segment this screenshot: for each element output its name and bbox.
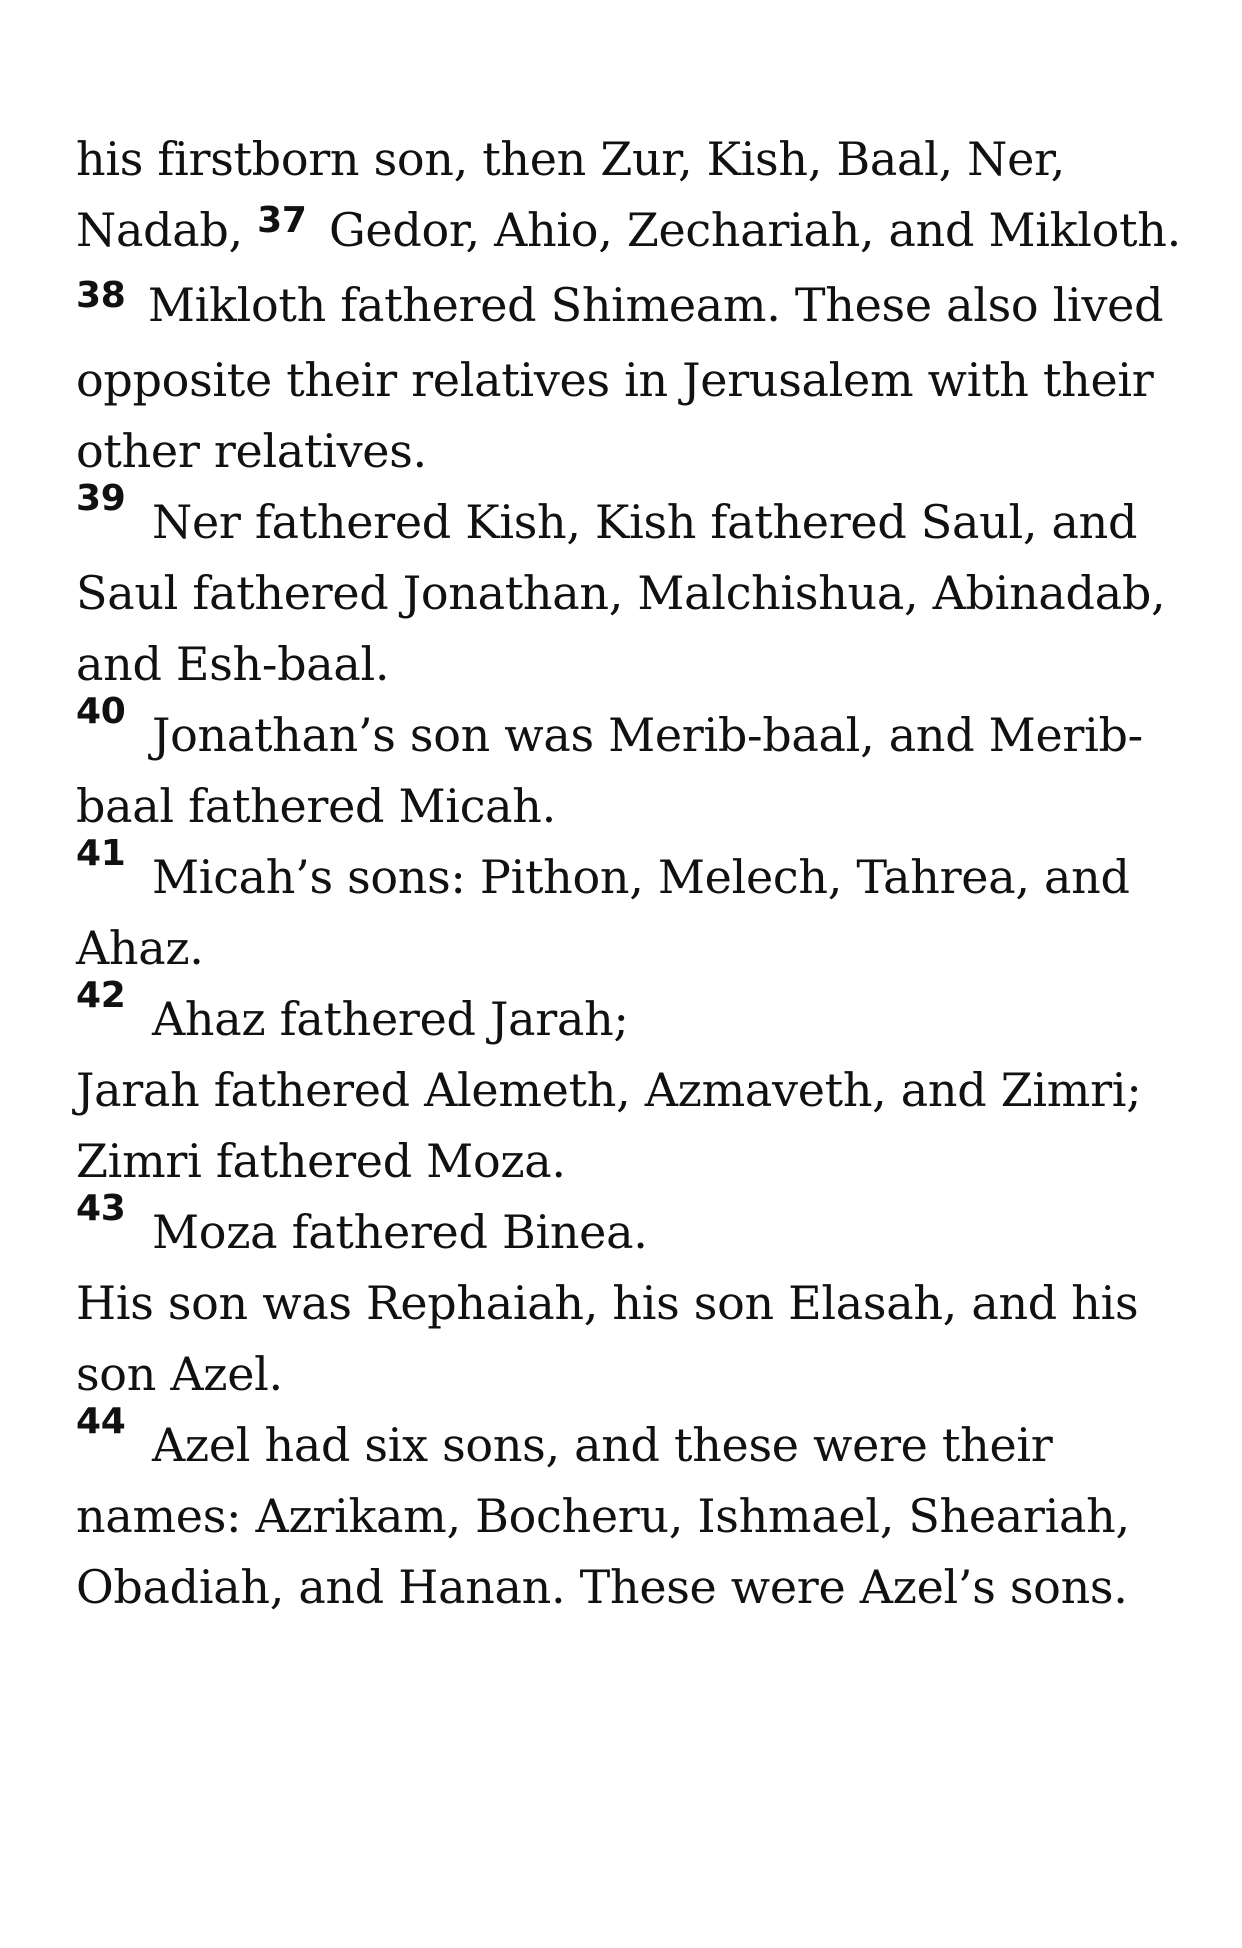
- verse-42-line-1: Ahaz fathered Jarah;: [152, 992, 629, 1046]
- verse-40-text: Jonathan’s son was Merib-baal, and Merib-baal fathered Micah.: [76, 708, 1143, 833]
- paragraph-text: Mikloth fathered Shimeam. These also lived opposite their relatives in Jerusalem with their other relatives.: [76, 278, 1164, 478]
- paragraph-36-38: [76, 124, 1206, 487]
- verse-number-38: 38: [76, 275, 126, 316]
- verse-number-37: 37: [257, 200, 307, 241]
- verse-41: 41 Micah’s sons: Pithon, Melech, Tahrea, and Ahaz.: [76, 842, 1206, 984]
- verse-39: 39 Ner fathered Kish, Kish fathered Saul, and Saul fathered Jonathan, Malchishua, Abinadab, and Esh-baal.: [76, 487, 1206, 700]
- verse-43-line-1: Moza fathered Binea.: [152, 1205, 648, 1259]
- verse-44: 44 Azel had six sons, and these were their names: Azrikam, Bocheru, Ishmael, Sheariah, Obadiah, and Hanan. These were Azel’s sons.: [76, 1410, 1206, 1623]
- verse-42-line-3: Zimri fathered Moza.: [76, 1134, 566, 1188]
- verse-43: 43 Moza fathered Binea. His son was Rephaiah, his son Elasah, and his son Azel.: [76, 1197, 1206, 1410]
- verse-40: 40 Jonathan’s son was Merib-baal, and Merib-baal fathered Micah.: [76, 700, 1206, 842]
- verse-42-line-2: Jarah fathered Alemeth, Azmaveth, and Zimri;: [76, 1063, 1142, 1117]
- paragraph-text: his firstborn son, then Zur, Kish, Baal, Ner, Nadab,: [76, 132, 1065, 257]
- verse-44-text: Azel had six sons, and these were their names: Azrikam, Bocheru, Ishmael, Sheariah, Obadiah, and Hanan. These were Azel’s sons.: [76, 1418, 1130, 1614]
- verse-39-text: Ner fathered Kish, Kish fathered Saul, and Saul fathered Jonathan, Malchishua, Abinadab, and Esh-baal.: [76, 495, 1166, 691]
- verse-41-text: Micah’s sons: Pithon, Melech, Tahrea, and Ahaz.: [76, 850, 1130, 975]
- verse-42: 42 Ahaz fathered Jarah; Jarah fathered Alemeth, Azmaveth, and Zimri; Zimri fathered Moza.: [76, 984, 1206, 1197]
- verse-43-line-2: His son was Rephaiah, his son Elasah, and his son Azel.: [76, 1276, 1139, 1401]
- paragraph-text: Gedor, Ahio, Zechariah, and Mikloth.: [314, 203, 1181, 257]
- scripture-page: [76, 124, 1206, 1623]
